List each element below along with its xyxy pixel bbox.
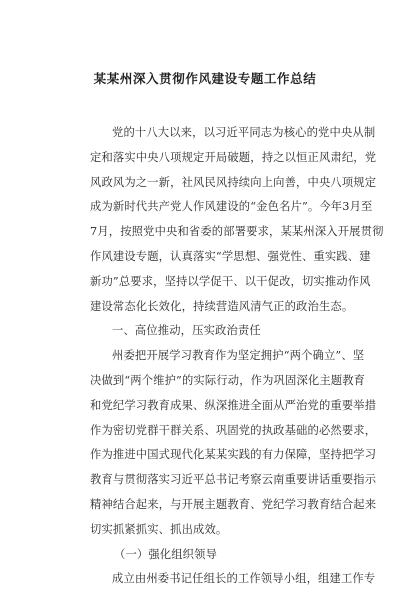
paragraph-line: 作风建设专题，认真落实“学思想、强党性、重实践、建 xyxy=(90,249,371,263)
subsection-heading: （一）强化组织领导 xyxy=(114,547,218,561)
paragraph-line: 成立由州委书记任组长的工作领导小组，组建工作专 xyxy=(112,572,376,586)
paragraph-line: 作为推进中国式现代化某某实践的有力保障，坚持把学习 xyxy=(90,448,377,462)
paragraph-line: 教育与贯彻落实习近平总书记考察云南重要讲话重要指示 xyxy=(90,473,377,487)
paragraph-line: 定和落实中央八项规定开局破题，持之以恒正风肃纪，党 xyxy=(90,150,377,164)
paragraph-line: 作为密切党群干群关系、巩固党的执政基础的必然要求， xyxy=(90,423,377,437)
section-heading: 一、高位推动，压实政治责任 xyxy=(112,324,261,338)
paragraph-line: 建设常态化长效化，持续营造风清气正的政治生态。 xyxy=(90,299,354,313)
paragraph-line: 州委把开展学习教育作为坚定拥护“两个确立”、坚 xyxy=(112,349,365,363)
paragraph-line: 成为新时代共产党人作风建设的“金色名片”。今年3月至 xyxy=(90,200,373,214)
paragraph-line: 风政风为之一新，社风民风持续向上向善，中央八项规定 xyxy=(90,175,377,189)
paragraph-line: 7月，按照党中央和省委的部署要求，某某州深入开展贯彻 xyxy=(90,225,384,239)
paragraph-line: 精神结合起来，与开展主题教育、党纪学习教育结合起来 xyxy=(90,497,377,511)
paragraph-line: 和党纪学习教育成果、纵深推进全面从严治党的重要举措 xyxy=(90,398,377,412)
paragraph-line: 决做到“两个维护”的实际行动，作为巩固深化主题教育 xyxy=(90,373,366,387)
paragraph-line: 切实抓紧抓实、抓出成效。 xyxy=(90,522,228,536)
document-title: 某某州深入贯彻作风建设专题工作总结 xyxy=(93,71,317,86)
document-body xyxy=(90,121,384,592)
paragraph-line: 新功”总要求，坚持以学促干、以干促改，切实推动作风 xyxy=(90,274,371,288)
paragraph-line: 党的十八大以来，以习近平同志为核心的党中央从制 xyxy=(112,126,376,139)
